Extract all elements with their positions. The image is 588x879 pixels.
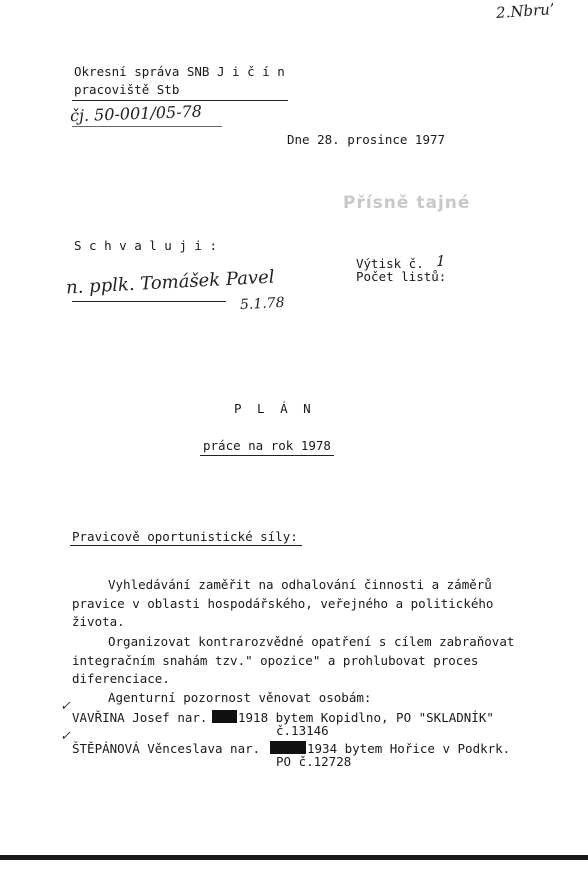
checkmark-icon: ✓ xyxy=(60,699,71,714)
checkmark-icon: ✓ xyxy=(60,729,71,744)
body-line: integračním snahám tzv." opozice" a prohlubovat proces xyxy=(72,653,479,668)
body-line: života. xyxy=(72,614,125,629)
signature-line xyxy=(72,301,226,302)
person-2-details: 1934 bytem Hořice v Podkrk. xyxy=(307,741,511,756)
body-line: diferenciace. xyxy=(72,671,170,686)
subtitle-underline xyxy=(200,455,334,456)
document-date: Dne 28. prosince 1977 xyxy=(287,132,446,147)
org-line-1: Okresní správa SNB J i č í n xyxy=(74,64,285,79)
document-subtitle: práce na rok 1978 xyxy=(203,438,331,453)
scan-edge-bar xyxy=(0,855,588,860)
redaction-block xyxy=(212,710,237,723)
person-1-code: č.13146 xyxy=(276,723,329,738)
person-2-code: PO č.12728 xyxy=(276,754,352,769)
body-line: Agenturní pozornost věnovat osobám: xyxy=(108,690,372,705)
classification-stamp: Přísně tajné xyxy=(343,193,471,213)
person-1-details: 1918 bytem Kopidlno, PO "SKLADNÍK" xyxy=(238,710,494,725)
body-line: Vyhledávání zaměřit na odhalování činnosti a záměrů xyxy=(108,577,492,592)
section-heading-underline xyxy=(70,545,302,546)
signature-date: 5.1.78 xyxy=(239,294,285,314)
org-line-2: pracoviště Stb xyxy=(74,82,180,97)
approval-label: S c h v a l u j i : xyxy=(74,238,217,253)
copy-number-label: Výtisk č. xyxy=(356,256,424,271)
header-underline xyxy=(72,100,288,101)
reference-number: čj. 50-001/05-78 xyxy=(69,101,203,126)
body-line: pravice v oblasti hospodářského, veřejného a politického xyxy=(72,596,494,611)
corner-handwritten-note: 2.Nbru’ xyxy=(495,0,556,23)
reference-underline xyxy=(72,126,222,127)
sheet-count-label: Počet listů: xyxy=(356,269,447,284)
document-title: P L Á N xyxy=(234,401,315,416)
body-line: Organizovat kontrarozvědné opatření s cílem zabraňovat xyxy=(108,634,515,649)
copy-number-value: 1 xyxy=(436,252,446,270)
section-heading: Pravicově oportunistické síly: xyxy=(72,529,298,544)
person-2-name: ŠTĚPÁNOVÁ Věnceslava nar. xyxy=(72,741,261,756)
approver-signature: n. pplk. Tomášek Pavel xyxy=(65,266,275,299)
person-1-name: VAVŘINA Josef nar. xyxy=(72,710,208,725)
redaction-block xyxy=(270,741,306,754)
